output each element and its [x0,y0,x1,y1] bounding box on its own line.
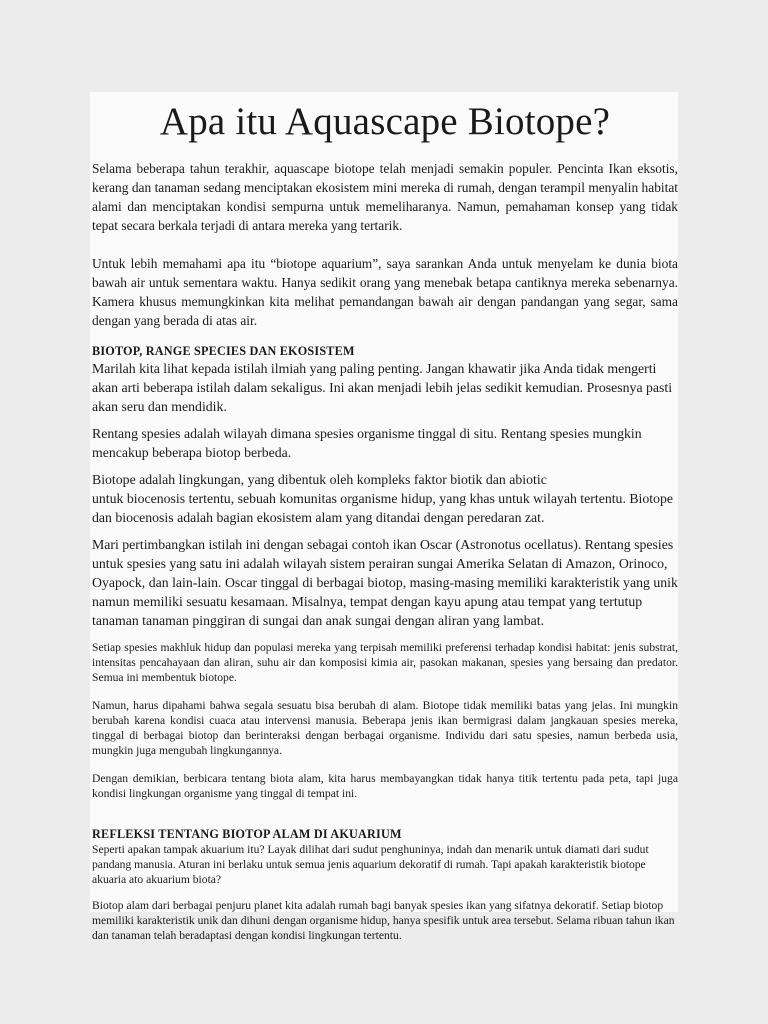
paragraph-oscar: Mari pertimbangkan istilah ini dengan sebagai contoh ikan Oscar (Astronotus ocellatus). Rentang spesies untuk spesies yang satu ini adalah wilayah sistem perairan sungai Amerika Selatan di Amazon, Orinoco, Oyapock, dan lain-lain. Oscar tinggal di berbagai biotop, masing-masing memiliki karakteristik yang unik namun memiliki sesuatu kesamaan. Misalnya, tempat dengan kayu apung atau tempat yang tertutup tanaman tanaman pinggiran di sungai dan anak sungai dengan aliran yang lambat. [92,537,678,628]
paragraph-biotop-planet: Biotop alam dari berbagai penjuru planet kita adalah rumah bagi banyak spesies ikan yang sifatnya dekoratif. Setiap biotop memiliki karakteristik unik dan dihuni dengan organisme hidup, hanya spesifik untuk area tersebut. Selama ribuan tahun ikan dan tanaman telah beradaptasi dengan kondisi lingkungan tertentu. [92,899,675,942]
paragraph-kesimpulan-biota: Dengan demikian, berbicara tentang biota alam, kita harus membayangkan tidak hanya titik tertentu pada peta, tapi juga kondisi lingkungan organisme yang tinggal di tempat ini. [92,772,678,800]
section-heading-refleksi: REFLEKSI TENTANG BIOTOP ALAM DI AKUARIUM [92,827,402,841]
intro-paragraph-1: Selama beberapa tahun terakhir, aquascape biotope telah menjadi semakin populer. Pencinta Ikan eksotis, kerang dan tanaman sedang menciptakan ekosistem mini mereka di rumah, dengan terampil menyalin habitat alami dan menciptakan kondisi sempurna untuk memeliharanya. Namun, pemahaman konsep yang tidak tepat secara berkala terjadi di antara mereka yang tertarik. [92,161,678,233]
paragraph-istilah: Marilah kita lihat kepada istilah ilmiah yang paling penting. Jangan khawatir jika Anda tidak mengerti akan arti beberapa istilah dalam sekaligus. Ini akan menjadi lebih jelas sedikit kemudian. Prosesnya pasti akan seru dan mendidik. [92,361,673,414]
paragraph-tampak-akuarium: Seperti apakan tampak akuarium itu? Layak dilihat dari sudut penghuninya, indah dan menarik untuk diamati dari sudut pandang manusia. Aturan ini berlaku untuk semua jenis aquarium dekoratif di rumah. Tapi apakah karakteristik biotope akuaria ato akuarium biota? [92,843,649,886]
paragraph-biotope-definisi: Biotope adalah lingkungan, yang dibentuk oleh kompleks faktor biotik dan abiotic untuk biocenosis tertentu, sebuah komunitas organisme hidup, yang khas untuk wilayah tertentu. Biotope dan biocenosis adalah bagian ekosistem alam yang ditandai dengan peredaran zat. [92,472,674,525]
section-heading-biotop: BIOTOP, RANGE SPECIES DAN EKOSISTEM [92,344,355,358]
paragraph-rentang-spesies: Rentang spesies adalah wilayah dimana spesies organisme tinggal di situ. Rentang spesies mungkin mencakup beberapa biotop berbeda. [92,426,642,460]
intro-paragraph-2: Untuk lebih memahami apa itu “biotope aquarium”, saya sarankan Anda untuk menyelam ke dunia biota bawah air untuk sementara waktu. Hanya sedikit orang yang menebak betapa cantiknya mereka sebenarnya. Kamera khusus memungkinkan kita melihat pemandangan bawah air dengan pandangan yang segar, sama dengan yang berada di atas air. [92,256,678,328]
document-content [92,92,678,943]
paragraph-preferensi-habitat: Setiap spesies makhluk hidup dan populasi mereka yang terpisah memiliki preferensi terhadap kondisi habitat: jenis substrat, intensitas pencahayaan dan aliran, suhu air dan komposisi kimia air, pasokan makanan, spesies yang bersaing dan predator. Semua ini membentuk biotope. [92,641,678,684]
page-title: Apa itu Aquascape Biotope? [159,100,611,143]
paragraph-perubahan-alam: Namun, harus dipahami bahwa segala sesuatu bisa berubah di alam. Biotope tidak memiliki batas yang jelas. Ini mungkin berubah karena kondisi cuaca atau intervensi manusia. Beberapa jenis ikan bermigrasi dalam jangkauan spesies mereka, tinggal di berbagai biotop dan berinteraksi dengan berbagai organisme. Individu dari satu spesies, namun berbeda usia, mungkin juga mengubah lingkungannya. [92,699,678,757]
